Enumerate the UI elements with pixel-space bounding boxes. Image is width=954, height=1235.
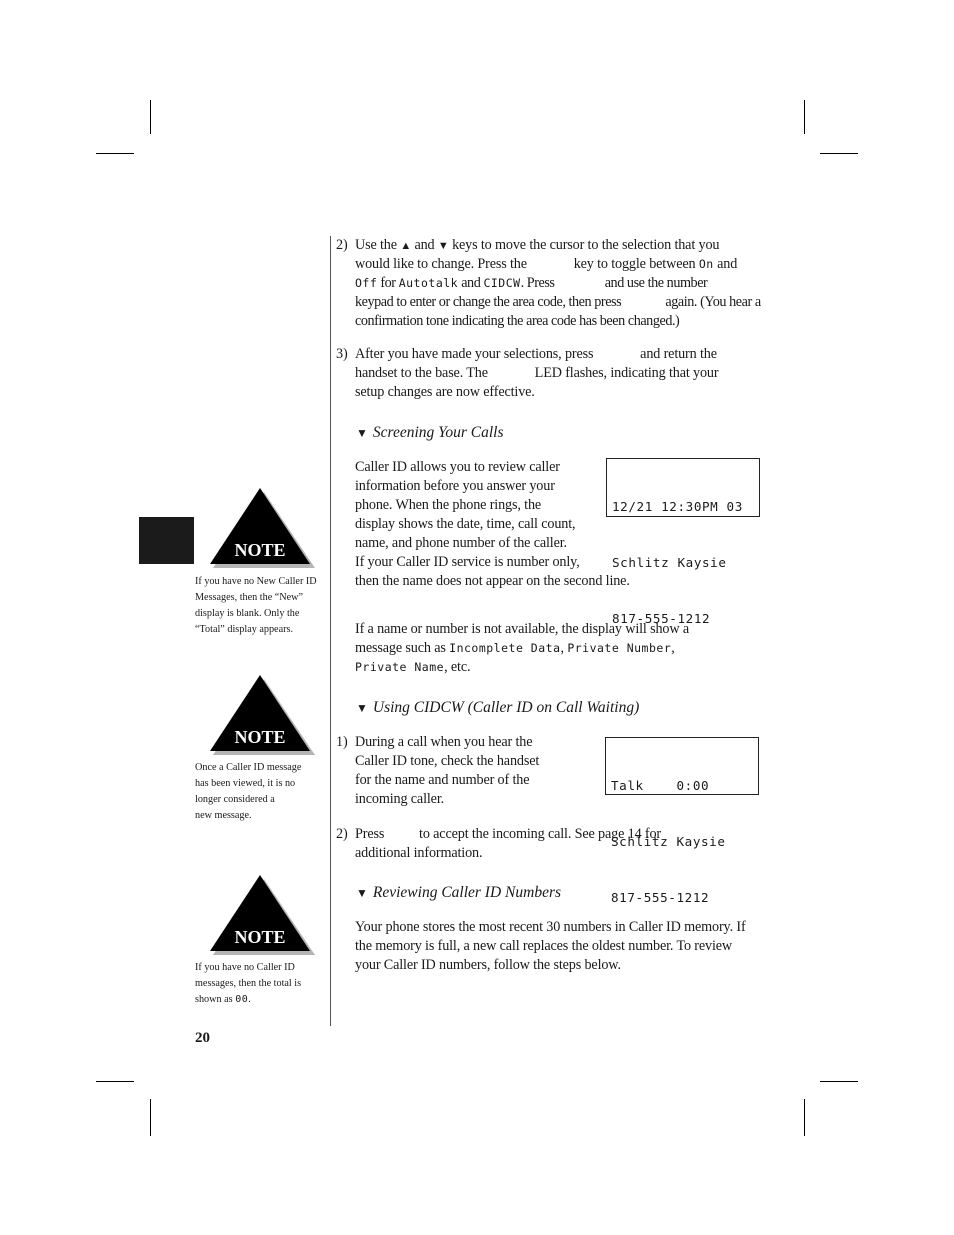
lcd-display-caller-id: [606, 458, 760, 627]
note-badge-label: NOTE: [234, 540, 286, 560]
text-line: Caller ID allows you to review caller: [355, 459, 560, 475]
note-badge-label: NOTE: [234, 727, 286, 747]
text-line: Private Name, etc.: [355, 659, 471, 675]
text-line: If your Caller ID service is number only,: [355, 554, 580, 570]
text-line: your Caller ID numbers, follow the steps below.: [355, 957, 621, 973]
note-warning-triangle-icon: [198, 873, 320, 957]
total-count-value: 00: [235, 994, 249, 1005]
option-on: On: [698, 257, 714, 271]
text-line: setup changes are now effective.: [355, 384, 535, 400]
message-incomplete-data: Incomplete Data: [449, 641, 561, 655]
cidcw-step-1: [355, 733, 539, 809]
text-line: Once a Caller ID message: [195, 762, 302, 773]
text-line: has been viewed, it is no: [195, 778, 296, 789]
text-line: Off for Autotalk and CIDCW. Press and use the number: [355, 275, 708, 291]
note-text: [195, 960, 301, 1008]
triangle-bullet-icon: ▼: [356, 886, 368, 900]
section-heading-reviewing: ▼ Reviewing Caller ID Numbers: [356, 884, 562, 901]
page-number: 20: [195, 1030, 210, 1046]
crop-mark: [96, 1081, 134, 1082]
screening-paragraph: [355, 458, 630, 591]
crop-mark: [804, 1099, 805, 1136]
option-off: Off: [355, 276, 378, 290]
step-number: 3): [336, 346, 348, 362]
step-number: 1): [336, 734, 348, 750]
crop-mark: [820, 1081, 858, 1082]
note-warning-triangle-icon: [198, 673, 320, 757]
option-autotalk: Autotalk: [398, 276, 459, 290]
text-line: for the name and number of the: [355, 772, 530, 788]
reviewing-paragraph: [355, 918, 746, 975]
lcd-line: Talk 0:00: [611, 777, 710, 793]
lcd-display-cidcw: [605, 737, 759, 906]
step-number: 2): [336, 826, 348, 842]
text-line: If you have no New Caller ID: [195, 576, 317, 587]
text-line: longer considered a: [195, 794, 275, 805]
text-line: would like to change. Press the key to toggle between On and: [355, 256, 738, 272]
text-line: After you have made your selections, press and return the: [355, 346, 717, 362]
text-line: new message.: [195, 810, 252, 821]
screening-paragraph-2: [355, 620, 689, 677]
crop-mark: [150, 100, 151, 134]
lcd-line: Schlitz Kaysie: [612, 554, 727, 570]
crop-mark: [820, 153, 858, 154]
text-line: Caller ID tone, check the handset: [355, 753, 540, 769]
note-text: [195, 760, 301, 824]
text-line: During a call when you hear the: [355, 734, 533, 750]
message-private-number: Private Number: [567, 641, 672, 655]
lcd-line: 817-555-1212: [612, 611, 711, 627]
text-line: If a name or number is not available, the display will show a: [355, 621, 690, 637]
text-line: display shows the date, time, call count,: [355, 516, 576, 532]
text-line: information before you answer your: [355, 478, 555, 494]
lcd-line: 12/21 12:30PM 03: [612, 498, 743, 514]
text-line: additional information.: [355, 845, 483, 861]
down-arrow-icon: ▼: [437, 240, 449, 252]
text-line: message such as Incomplete Data, Private Number,: [355, 640, 675, 656]
text-line: name, and phone number of the caller.: [355, 535, 567, 551]
text-line: Your phone stores the most recent 30 numbers in Caller ID memory. If: [355, 919, 746, 935]
cidcw-step-2: [355, 825, 661, 863]
text-line: incoming caller.: [355, 791, 445, 807]
lcd-line: Schlitz Kaysie: [611, 833, 726, 849]
text-line: keypad to enter or change the area code, then press again. (You hear a: [355, 294, 761, 310]
message-private-name: Private Name: [355, 660, 445, 674]
text-line: display is blank. Only the: [195, 608, 300, 619]
text-line: messages, then the total is: [195, 978, 302, 989]
section-heading-screening: ▼ Screening Your Calls: [356, 424, 504, 441]
triangle-bullet-icon: ▼: [356, 701, 368, 715]
crop-mark: [150, 1099, 151, 1136]
text-line: confirmation tone indicating the area code has been changed.): [355, 313, 680, 329]
lcd-line: 817-555-1212: [611, 890, 710, 906]
note-text: [195, 574, 317, 638]
text-line: phone. When the phone rings, the: [355, 497, 542, 513]
text-line: Use the ▲ and ▼ keys to move the cursor to the selection that you: [355, 237, 720, 253]
crop-mark: [804, 100, 805, 134]
up-arrow-icon: ▲: [400, 240, 412, 252]
text-line: Messages, then the “New”: [195, 592, 304, 603]
text-line: handset to the base. The LED flashes, indicating that your: [355, 365, 719, 381]
text-line: “Total” display appears.: [195, 624, 294, 635]
option-cidcw: CIDCW: [483, 276, 521, 290]
text-line: Press to accept the incoming call. See page 14 for: [355, 826, 662, 842]
text-line: then the name does not appear on the second line.: [355, 573, 630, 589]
step-number: 2): [336, 237, 348, 253]
section-tab: [139, 517, 194, 564]
text-line: shown as 00.: [195, 994, 251, 1005]
note-warning-triangle-icon: [198, 486, 320, 570]
section-heading-cidcw: ▼ Using CIDCW (Caller ID on Call Waiting): [356, 699, 640, 716]
text-line: If you have no Caller ID: [195, 962, 295, 973]
crop-mark: [96, 153, 134, 154]
note-badge-label: NOTE: [234, 927, 286, 947]
column-rule: [330, 236, 331, 1026]
text-line: the memory is full, a new call replaces the oldest number. To review: [355, 938, 733, 954]
triangle-bullet-icon: ▼: [356, 426, 368, 440]
